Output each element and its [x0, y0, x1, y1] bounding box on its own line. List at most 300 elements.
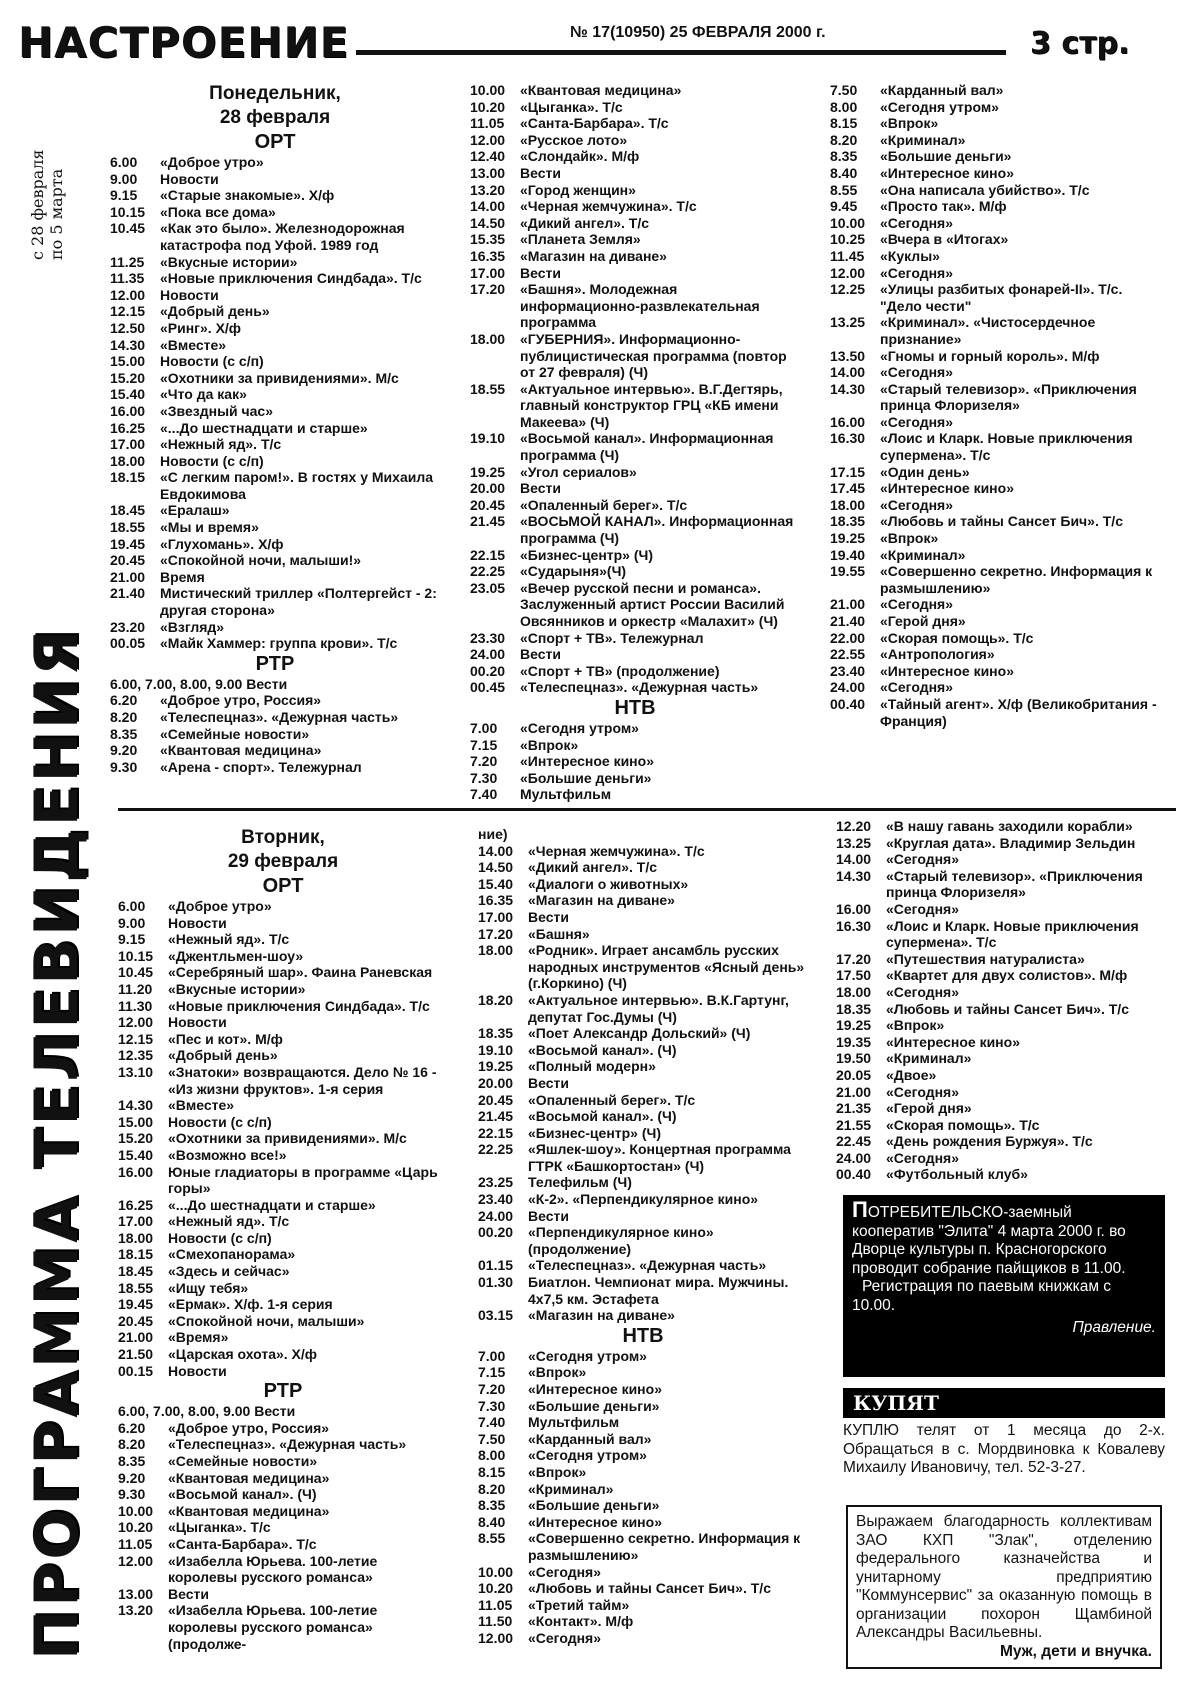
program-row: [478, 926, 808, 943]
program-title: «Актуальное интервью». В.К.Гартунг, депутат Гос.Думы (Ч): [528, 991, 789, 1025]
program-time: 10.20: [478, 1580, 514, 1597]
program-row: [478, 942, 808, 992]
program-time: 01.15: [478, 1257, 514, 1274]
program-row: [470, 480, 800, 497]
program-title: «Любовь и тайны Сансет Бич». Т/с: [528, 1580, 771, 1597]
program-title: «Поет Александр Дольский» (Ч): [528, 1025, 751, 1042]
tue-col-1: [118, 826, 448, 1652]
program-title: «Черная жемчужина». Т/с: [528, 842, 705, 859]
program-title: «Слондайк». М/ф: [520, 148, 640, 165]
program-row: [470, 679, 800, 696]
program-row: [110, 676, 440, 693]
program-time: 8.20: [478, 1480, 506, 1497]
program-title: «Интересное кино»: [528, 1513, 662, 1530]
program-time: 18.00: [470, 330, 506, 347]
program-row: [470, 115, 800, 132]
program-title: «Дикий ангел». Т/с: [520, 214, 650, 231]
program-row: [118, 998, 448, 1015]
program-row: [478, 1530, 808, 1563]
program-row: [118, 1519, 448, 1536]
program-row: [118, 1164, 448, 1197]
program-row: [110, 502, 440, 519]
program-time: 14.00: [830, 364, 866, 381]
program-title: «Третий тайм»: [528, 1596, 630, 1613]
program-row: [830, 563, 1165, 596]
program-title: «Мы и время»: [160, 519, 259, 536]
program-row: [110, 337, 440, 354]
program-title: Юные гладиаторы в программе «Царь горы»: [168, 1163, 438, 1197]
mon-col-1: [110, 82, 440, 775]
coop-signature: Правление.: [1072, 1319, 1156, 1336]
program-title: «Что да как»: [160, 386, 247, 403]
program-row: [830, 414, 1165, 431]
program-row: [836, 918, 1166, 951]
program-time: 10.25: [830, 231, 866, 248]
program-time: 10.45: [118, 964, 154, 981]
program-title: Мультфильм: [520, 786, 612, 803]
program-time: 17.20: [470, 281, 506, 298]
program-row: [470, 753, 800, 770]
program-title: «Впрок»: [880, 530, 939, 547]
program-row: [118, 1346, 448, 1363]
program-time: 7.40: [470, 786, 498, 803]
program-title: «Круглая дата». Владимир Зельдин: [886, 834, 1136, 851]
program-row: [830, 696, 1165, 729]
program-time: 7.15: [470, 736, 498, 753]
program-time: 9.00: [118, 914, 146, 931]
program-time: 15.40: [118, 1146, 154, 1163]
program-time: 19.55: [830, 563, 866, 580]
buy-ad-text: КУПЛЮ телят от 1 месяца до 2-х. Обращаться в с. Мордвиновка к Ковалеву Михаилу Ивановичу, тел. 52-3-27.: [843, 1422, 1165, 1476]
program-row: [830, 364, 1165, 381]
program-time: 23.40: [830, 662, 866, 679]
program-row: [118, 948, 448, 965]
program-time: 00.40: [830, 695, 866, 712]
program-time: 22.25: [470, 563, 506, 580]
program-time: 19.10: [478, 1041, 514, 1058]
program-title: «Охотники за привидениями». М/с: [168, 1130, 407, 1147]
program-title: «Телеспецназ». «Дежурная часть»: [168, 1436, 407, 1453]
program-time: 7.50: [830, 82, 858, 98]
program-row: [110, 709, 440, 726]
program-time: 19.45: [110, 535, 146, 552]
program-title: «Черная жемчужина». Т/с: [520, 198, 697, 215]
program-time: 10.20: [470, 98, 506, 115]
program-row: [118, 1363, 448, 1380]
program-row: [470, 198, 800, 215]
program-time: 19.35: [836, 1033, 872, 1050]
program-title: «Герой дня»: [880, 613, 966, 629]
mon-rtr-cont-list: [470, 82, 800, 696]
program-title: «Сегодня»: [528, 1629, 601, 1646]
program-row: [470, 547, 800, 564]
tue-col-2: [478, 826, 808, 1647]
program-time: 8.00: [478, 1447, 506, 1464]
coop-registration: Регистрация по паевым книжкам с 10.00.: [852, 1278, 1112, 1314]
mon-day-line2: 28 февраля: [219, 107, 331, 128]
program-title: «Новые приключения Синдбада». Т/с: [160, 270, 422, 287]
program-row: [110, 254, 440, 271]
program-time: 12.35: [118, 1047, 154, 1064]
program-time: 16.00: [118, 1163, 154, 1180]
program-title: «Звездный час»: [160, 402, 274, 419]
program-time: 6.00: [110, 154, 138, 170]
program-row: [836, 967, 1166, 984]
page-number: 3 стр.: [1030, 26, 1130, 61]
program-title: «С легким паром!». В гостях у Михаила Евдокимова: [160, 469, 434, 502]
program-title: «Опаленный берег». Т/с: [528, 1091, 696, 1108]
program-title: «Интересное кино»: [886, 1033, 1020, 1050]
program-row: [478, 1431, 808, 1448]
program-row: [110, 619, 440, 636]
program-row: [836, 1050, 1166, 1067]
tue-col-3: [836, 818, 1166, 1183]
program-title: «Сегодня»: [886, 900, 959, 917]
program-time: 24.00: [836, 1149, 872, 1166]
program-title: «Вечер русской песни и романса». Заслуженный артист России Василий Овсянников и оркестр «Малахит» (Ч): [520, 579, 785, 629]
tue-ort-list: [118, 898, 448, 1379]
program-title: «Сегодня»: [886, 983, 959, 1000]
program-time: 6.20: [118, 1419, 146, 1436]
program-title: «Сегодня»: [880, 596, 953, 613]
program-title: Биатлон. Чемпионат мира. Мужчины. 4х7,5 км. Эстафета: [528, 1274, 789, 1307]
program-row: [478, 1224, 808, 1257]
program-time: 14.00: [478, 842, 514, 859]
program-row: [470, 148, 800, 165]
program-row: [836, 1117, 1166, 1134]
buy-section-header: КУПЯТ: [843, 1388, 1165, 1418]
program-time: 8.20: [110, 709, 138, 725]
program-row: [830, 198, 1165, 215]
program-time: 22.00: [830, 629, 866, 646]
program-row: [118, 1246, 448, 1263]
program-time: 21.40: [110, 585, 146, 602]
program-title: «Лоис и Кларк. Новые приключения супермена». Т/с: [880, 430, 1133, 464]
program-title: «Бизнес-центр» (Ч): [520, 546, 654, 563]
program-row: [830, 480, 1165, 497]
program-row: [478, 1497, 808, 1514]
program-row: [830, 613, 1165, 630]
program-row: [830, 132, 1165, 149]
program-title: «Сегодня»: [880, 496, 953, 513]
program-time: 22.45: [836, 1133, 872, 1150]
program-time: 8.55: [478, 1530, 506, 1547]
program-title: «Нежный яд». Т/с: [168, 931, 290, 948]
program-row: [830, 630, 1165, 647]
program-row: [118, 1329, 448, 1346]
program-row: [118, 1536, 448, 1553]
program-time: 00.20: [470, 662, 506, 679]
program-title: Новости: [168, 1362, 227, 1379]
program-time: 17.15: [830, 463, 866, 480]
program-row: [470, 82, 800, 99]
program-title: «Любовь и тайны Сансет Бич». Т/с: [886, 1000, 1129, 1017]
program-title: «Большие деньги»: [528, 1397, 660, 1414]
program-title: «Пока все дома»: [160, 203, 276, 220]
program-time: 7.50: [478, 1430, 506, 1447]
program-row: [830, 464, 1165, 481]
program-title: «Криминал». «Чистосердечное признание»: [880, 314, 1096, 347]
program-row: [478, 1092, 808, 1109]
program-title: «Квантовая медицина»: [160, 742, 322, 759]
program-title: «Сегодня»: [886, 1083, 959, 1100]
program-time: 8.55: [830, 181, 858, 198]
program-title: «Сегодня утром»: [520, 719, 639, 736]
program-title: «Семейные новости»: [168, 1453, 318, 1469]
program-title: Вести: [168, 1585, 209, 1602]
section-divider: [118, 808, 1176, 811]
program-time: 19.25: [478, 1058, 514, 1075]
program-row: [110, 453, 440, 470]
program-row: [110, 403, 440, 420]
program-time: 8.35: [118, 1453, 146, 1469]
program-title: «Скорая помощь». Т/с: [880, 629, 1034, 646]
program-row: [110, 726, 440, 743]
thanks-signature: Муж, дети и внучка.: [999, 1642, 1152, 1660]
program-title: «Родник». Играет ансамбль русских народных инструментов «Ясный день» (г.Коркино) (Ч): [528, 942, 805, 992]
program-row: [110, 469, 440, 502]
program-time: 10.15: [110, 203, 146, 220]
program-title: Новости (с с/п): [168, 1113, 272, 1130]
program-row: [118, 1230, 448, 1247]
program-time: 18.00: [118, 1229, 154, 1246]
program-time: 7.15: [478, 1364, 506, 1381]
program-row: [110, 187, 440, 204]
program-row: [110, 386, 440, 403]
program-time: 11.05: [478, 1596, 513, 1613]
program-row: [830, 497, 1165, 514]
program-row: [830, 99, 1165, 116]
program-time: 21.40: [830, 613, 866, 629]
program-title: «Семейные новости»: [160, 725, 310, 742]
program-title: «Квантовая медицина»: [520, 82, 682, 98]
program-time: 21.45: [478, 1108, 514, 1125]
program-time: 22.15: [470, 546, 506, 563]
program-title: «Вкусные истории»: [160, 253, 298, 270]
program-title: «Опаленный берег». Т/с: [520, 496, 688, 513]
program-title: «...До шестнадцати и старше»: [168, 1196, 376, 1213]
program-time: 7.40: [478, 1414, 506, 1431]
program-time: 17.00: [478, 908, 514, 925]
program-title: Время: [160, 568, 205, 585]
program-row: [478, 1464, 808, 1481]
program-title: Телефильм (Ч): [528, 1174, 632, 1191]
program-title: «Большие деньги»: [880, 148, 1012, 165]
program-time: 16.00: [110, 402, 146, 419]
program-title: «Башня»: [528, 925, 590, 942]
program-time: 12.40: [470, 148, 506, 165]
program-title: «Здесь и сейчас»: [168, 1263, 290, 1280]
program-title: «Добрый день»: [160, 303, 270, 320]
program-time: 20.45: [110, 552, 146, 569]
program-row: [470, 770, 800, 787]
program-title: «Сегодня утром»: [880, 98, 999, 115]
program-row: [478, 876, 808, 893]
program-title: «Ринг». Х/ф: [160, 319, 242, 336]
program-title: Вести: [520, 164, 561, 181]
program-title: «Цыганка». Т/с: [520, 98, 623, 115]
program-time: 13.25: [836, 834, 872, 851]
program-title: «Сегодня»: [880, 214, 953, 231]
program-title: «Интересное кино»: [880, 480, 1014, 497]
program-title: «Криминал»: [880, 131, 966, 148]
program-row: [118, 931, 448, 948]
program-row: [830, 265, 1165, 282]
program-time: 11.05: [118, 1535, 153, 1552]
program-title: «Яшлек-шоу». Концертная программа ГТРК «Башкортостан» (Ч): [528, 1141, 791, 1174]
program-time: 18.35: [830, 513, 866, 530]
program-title: «Интересное кино»: [528, 1381, 662, 1397]
program-time: 21.00: [836, 1083, 872, 1100]
program-row: [836, 1017, 1166, 1034]
program-time: 9.45: [830, 198, 858, 215]
program-row: [836, 984, 1166, 1001]
program-row: [118, 1197, 448, 1214]
program-title: Мультфильм: [528, 1414, 620, 1431]
program-title: «Впрок»: [528, 1463, 587, 1480]
program-row: [118, 1470, 448, 1487]
program-time: 14.00: [470, 198, 506, 215]
program-time: 15.00: [110, 353, 146, 370]
program-title: Новости (с с/п): [160, 353, 264, 370]
program-title: «Сегодня»: [880, 679, 953, 696]
program-time: 9.00: [110, 170, 138, 187]
program-time: 16.25: [118, 1196, 154, 1213]
program-row: [836, 1133, 1166, 1150]
program-row: [470, 99, 800, 116]
program-row: [836, 835, 1166, 852]
program-row: [478, 1564, 808, 1581]
program-time: 16.30: [830, 430, 866, 447]
program-row: [830, 231, 1165, 248]
program-row: [110, 635, 440, 652]
program-time: 18.15: [110, 469, 146, 486]
program-row: [836, 868, 1166, 901]
dates-to: по 5 марта: [47, 168, 66, 260]
program-title: «Добрый день»: [168, 1047, 278, 1064]
program-row: [470, 630, 800, 647]
program-time: 13.20: [470, 181, 506, 198]
program-row: [110, 519, 440, 536]
program-row: [478, 1414, 808, 1431]
program-title: «Сегодня»: [880, 264, 953, 281]
program-row: [118, 1436, 448, 1453]
program-time: 00.45: [470, 679, 506, 696]
program-title: «Телеспецназ». «Дежурная часть»: [160, 709, 399, 725]
program-row: [478, 1174, 808, 1191]
program-time: 00.20: [478, 1224, 514, 1241]
program-time: 14.30: [830, 380, 866, 397]
program-row: [110, 171, 440, 188]
program-time: 17.20: [836, 950, 872, 967]
program-row: [118, 1453, 448, 1470]
program-time: 18.15: [118, 1246, 154, 1263]
program-title: Вести: [528, 908, 569, 925]
program-row: [478, 826, 808, 843]
program-row: [118, 1313, 448, 1330]
program-time: 8.35: [110, 725, 138, 742]
program-title: Вести: [520, 646, 561, 663]
program-time: 11.30: [118, 997, 153, 1014]
program-title: «Санта-Барбара». Т/с: [168, 1535, 317, 1552]
program-title: «Взгляд»: [160, 618, 225, 635]
program-row: [118, 1047, 448, 1064]
program-title: «Спокойной ночи, малыши»: [168, 1312, 365, 1329]
program-time: 13.50: [830, 347, 866, 364]
coop-announcement: [843, 1195, 1165, 1377]
program-time: 16.30: [836, 917, 872, 934]
mon-ort-label: ОРТ: [254, 131, 296, 153]
program-row: [118, 915, 448, 932]
program-time: 18.35: [836, 1000, 872, 1017]
program-row: [118, 1280, 448, 1297]
tue-day-line1: Вторник,: [241, 827, 325, 848]
program-title: «Спокойной ночи, малыши!»: [160, 552, 362, 569]
program-time: 24.00: [830, 679, 866, 696]
program-title: «Сегодня»: [528, 1563, 601, 1580]
program-title: «Телеспецназ». «Дежурная часть»: [528, 1257, 767, 1274]
program-row: [110, 154, 440, 171]
program-title: «Криминал»: [886, 1050, 972, 1067]
program-row: [830, 182, 1165, 199]
program-time: 21.45: [470, 513, 506, 530]
program-row: [478, 1613, 808, 1630]
program-row: [830, 646, 1165, 663]
program-title: «Впрок»: [520, 736, 579, 753]
program-row: [836, 1084, 1166, 1101]
program-title: «Сегодня»: [880, 364, 953, 381]
program-title: Вести: [520, 264, 561, 281]
program-row: [118, 1031, 448, 1048]
program-row: [110, 536, 440, 553]
program-title: «Гномы и горный король». М/ф: [880, 347, 1100, 364]
program-row: [118, 1503, 448, 1520]
program-title: «Магазин на диване»: [520, 247, 667, 264]
mon-day-line1: Понедельник,: [209, 83, 341, 104]
program-title: «Изабелла Юрьева. 100-летие королевы русского романса» (продолже-: [168, 1602, 378, 1652]
program-time: 23.05: [470, 579, 506, 596]
program-row: [110, 320, 440, 337]
program-row: [470, 231, 800, 248]
program-row: [470, 737, 800, 754]
program-row: [118, 1114, 448, 1131]
vertical-dates: [28, 149, 66, 260]
program-time: 8.15: [830, 115, 858, 132]
program-time: 12.00: [830, 264, 866, 281]
program-row: [470, 215, 800, 232]
program-time: 20.45: [470, 496, 506, 513]
program-time: 13.00: [470, 164, 506, 181]
program-row: [830, 82, 1165, 99]
program-row: [830, 314, 1165, 347]
program-time: 20.00: [478, 1074, 514, 1091]
mon-ntv-list: [470, 720, 800, 803]
program-time: 8.40: [830, 164, 858, 181]
program-title: «Впрок»: [886, 1017, 945, 1034]
program-row: [830, 596, 1165, 613]
program-row: [478, 1481, 808, 1498]
program-time: 11.20: [118, 980, 153, 997]
program-time: 23.20: [110, 618, 146, 635]
program-title: «Большие деньги»: [528, 1497, 660, 1514]
program-row: [478, 1042, 808, 1059]
program-title: «Доброе утро, Россия»: [160, 692, 322, 709]
mon-ntv-cont-list: [830, 82, 1165, 729]
program-title: «Совершенно секретно. Информация к размышлению»: [528, 1530, 801, 1563]
mon-ntv-label: НТВ: [614, 696, 656, 719]
program-row: [470, 563, 800, 580]
program-row: [836, 1034, 1166, 1051]
